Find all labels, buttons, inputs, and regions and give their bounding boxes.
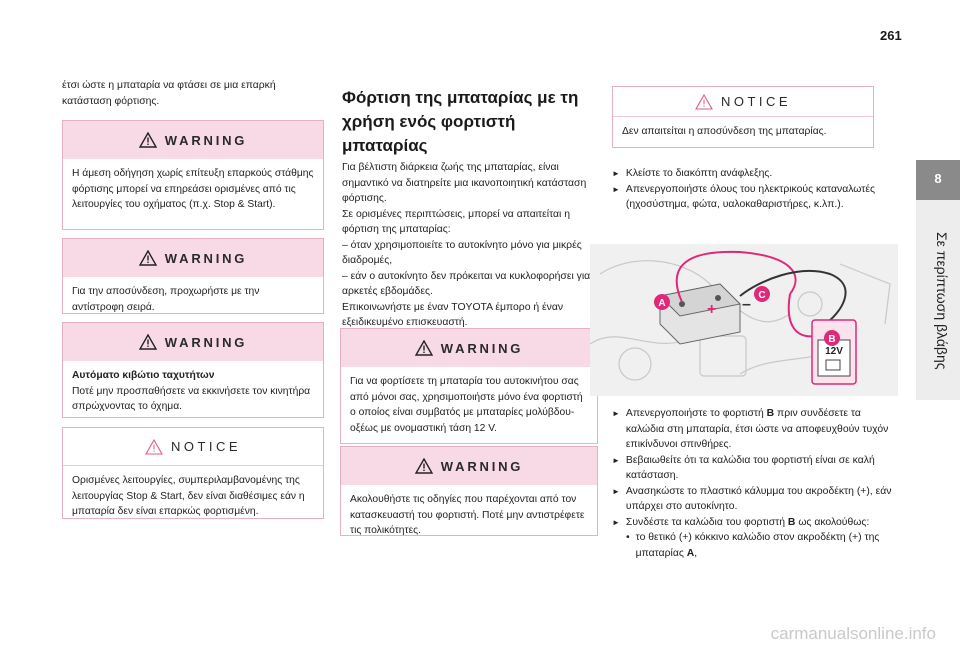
step-arrow-icon: ►	[612, 184, 620, 194]
footer-watermark[interactable]: carmanualsonline.info	[770, 624, 936, 643]
warning-body: Ακολουθήστε τις οδηγίες που παρέχονται από τον κατασκευαστή του φορτιστή. Ποτέ μην αντιστρέφετε τις πολικότητες.	[350, 494, 585, 536]
warning-header	[341, 329, 597, 367]
chapter-title: Σε περίπτωση βλάβης	[934, 232, 950, 370]
chapter-number: 8	[934, 171, 942, 186]
label-b: B	[828, 334, 836, 345]
warning-header	[63, 121, 323, 159]
warning-triangle-icon	[139, 250, 157, 266]
notice-body: Ορισμένες λειτουργίες, συμπεριλαμβανομένης της λειτουργίας Stop & Start, δεν είναι διαθέσιμες εάν η μπαταρία δεν είναι επαρκώς φορτισμένη.	[72, 475, 305, 517]
step-text	[626, 406, 894, 453]
label-c: C	[758, 290, 766, 301]
step-text-part: ως ακολούθως:	[795, 516, 870, 528]
notice-triangle-icon	[695, 94, 713, 110]
bullet-dot-icon: •	[626, 532, 630, 543]
intro-text: έτσι ώστε η μπαταρία να φτάσει σε μια επαρκή κατάσταση φόρτισης.	[62, 80, 276, 107]
step-arrow-icon: ►	[612, 169, 620, 178]
warning-title: WARNING	[164, 250, 248, 266]
negative-terminal-label: –	[742, 296, 751, 313]
step-text: Απενεργοποιήστε όλους του ηλεκτρικούς καταναλωτές (ηχοσύστημα, φώτα, υαλοκαθαριστήρες, κ.λπ.).	[625, 183, 875, 210]
notice-title: NOTICE	[170, 439, 242, 454]
step-item	[612, 406, 894, 453]
notice-title: NOTICE	[720, 94, 792, 109]
warning-body: Για να φορτίσετε τη μπαταρία του αυτοκινήτου σας από μόνοι σας, χρησιμοποιήστε μόνο ένα φορτιστή ο οποίος είναι συμβατός με μπαταρίες μολύβδου-οξέως με ονομαστική τάση 12 V.	[350, 376, 583, 434]
notice-box-1	[62, 427, 324, 519]
paragraph: – όταν χρησιμοποιείτε το αυτοκίνητο μόνο για μικρές διαδρομές,	[342, 239, 582, 266]
bullet-text-part: ,	[694, 547, 698, 559]
step-arrow-icon: ►	[612, 486, 620, 496]
step-text-bold: B	[787, 516, 796, 528]
charger-unit	[812, 320, 856, 384]
warning-box-2	[62, 238, 324, 314]
warning-box-5	[340, 446, 598, 536]
warning-body: Η άμεση οδήγηση χωρίς επίτευξη επαρκούς στάθμης φόρτισης μπορεί να επηρεάσει ορισμένες από τις λειτουργίες του οχήματος (π.χ. Stop & Start).	[72, 168, 314, 210]
engine-bay-diagram	[590, 244, 898, 396]
notice-body: Δεν απαιτείται η αποσύνδεση της μπαταρίας.	[622, 126, 827, 137]
paragraph: – εάν ο αυτοκίνητο δεν πρόκειται να κυκλοφορήσει για αρκετές εβδομάδες.	[342, 270, 591, 297]
warning-triangle-icon	[139, 334, 157, 350]
warning-title: WARNING	[440, 340, 524, 356]
bullet-text-part: το θετικό (+) κόκκινο καλώδιο στον ακροδέκτη (+) της μπαταρίας	[635, 532, 880, 559]
paragraph: Επικοινωνήστε με έναν TOYOTA έμπορο ή έναν εξειδικευμένο επισκευαστή.	[342, 301, 564, 328]
label-b-badge	[824, 330, 840, 346]
warning-subtitle: Αυτόματο κιβώτιο ταχυτήτων	[72, 370, 215, 381]
step-text	[626, 515, 869, 531]
warning-title: WARNING	[164, 132, 248, 148]
step-text: Ανασηκώστε το πλαστικό κάλυμμα του ακροδέκτη (+), εάν υπάρχει στο αυτοκίνητο.	[625, 485, 892, 512]
notice-box-2	[612, 86, 874, 148]
warning-header	[63, 323, 323, 361]
label-c-badge	[754, 286, 770, 302]
warning-body: Για την αποσύνδεση, προχωρήστε με την αντίστροφη σειρά.	[72, 286, 260, 313]
notice-header	[63, 428, 323, 466]
step-arrow-icon: ►	[612, 455, 620, 465]
battery-charger-illustration	[590, 244, 898, 396]
chapter-tab[interactable]	[916, 160, 960, 200]
steps-top	[612, 166, 894, 213]
warning-triangle-icon	[415, 340, 433, 356]
step-text-part: Απενεργοποιήστε το φορτιστή	[625, 408, 767, 419]
paragraph: Για βέλτιστη διάρκεια ζωής της μπαταρίας, είναι σημαντικό να διατηρείτε μια ικανοποιητική κατάσταση φόρτισης.	[342, 162, 587, 204]
step-text-part: πριν συνδέσετε τα καλώδια στη μπαταρία, έτσι ώστε να αποφευχθούν τυχόν επικίνδυνοι σπινθήρες.	[625, 408, 889, 450]
bullet-text	[636, 530, 894, 561]
warning-header	[63, 239, 323, 277]
label-a-badge	[654, 294, 670, 310]
warning-header	[341, 447, 597, 485]
step-arrow-icon: ►	[612, 517, 620, 527]
step-text: Βεβαιωθείτε ότι τα καλώδια του φορτιστή είναι σε καλή κατάσταση.	[625, 454, 875, 481]
warning-text: Ποτέ μην προσπαθήσετε να εκκινήσετε τον κινητήρα σπρώχνοντας το όχημα.	[72, 385, 311, 412]
section-heading: Φόρτιση της μπαταρίας με τη χρήση ενός φορτιστή μπαταρίας	[342, 88, 579, 155]
warning-title: WARNING	[440, 458, 524, 474]
bullet-item	[612, 530, 894, 561]
charger-voltage-label: 12V	[825, 346, 843, 357]
notice-header	[613, 87, 873, 117]
label-a: A	[658, 298, 666, 309]
step-item	[612, 515, 894, 531]
step-text: Κλείστε το διακόπτη ανάφλεξης.	[625, 168, 773, 179]
step-text-part: Συνδέστε τα καλώδια του φορτιστή	[625, 516, 788, 528]
step-item	[612, 453, 894, 484]
step-item	[612, 182, 894, 213]
warning-box-3	[62, 322, 324, 418]
warning-triangle-icon	[139, 132, 157, 148]
step-item	[612, 484, 894, 515]
step-item	[612, 166, 894, 182]
bullet-text-bold: A	[686, 547, 695, 559]
page-number: 261	[880, 28, 902, 43]
warning-box-4	[340, 328, 598, 444]
step-arrow-icon: ►	[612, 409, 620, 418]
steps-bottom	[612, 406, 894, 561]
warning-body	[63, 361, 323, 422]
warning-title: WARNING	[164, 334, 248, 350]
positive-terminal-label: +	[707, 301, 717, 318]
section-body	[342, 160, 594, 331]
paragraph: Σε ορισμένες περιπτώσεις, μπορεί να απαιτείται η φόρτιση της μπαταρίας:	[342, 208, 571, 235]
step-text-bold: B	[766, 408, 775, 419]
notice-triangle-icon	[145, 439, 163, 455]
warning-triangle-icon	[415, 458, 433, 474]
warning-box-1	[62, 120, 324, 230]
